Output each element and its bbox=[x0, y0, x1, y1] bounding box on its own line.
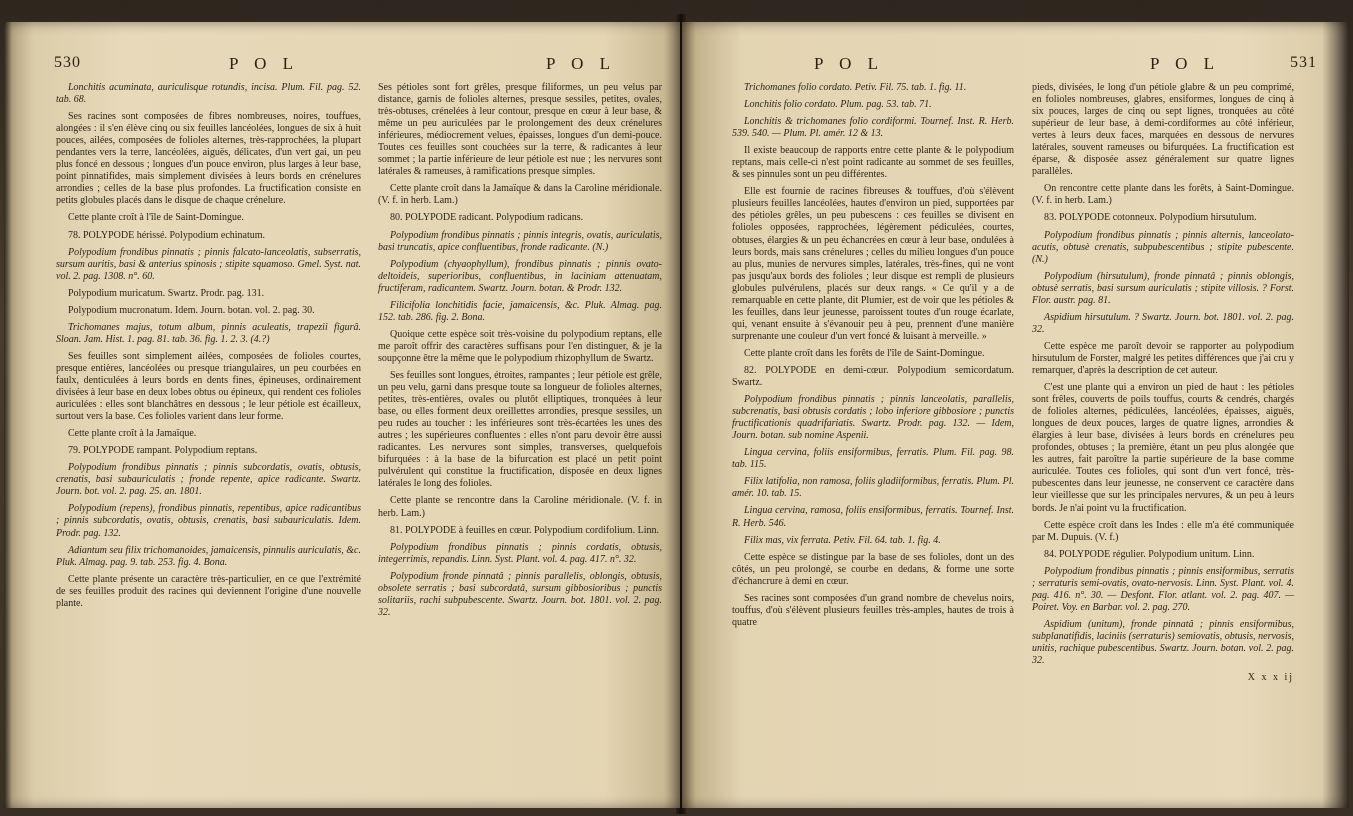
text-paragraph: Ses racines sont composées d'un grand nombre de chevelus noirs, touffus, d'où s'élèvent plusieurs feuilles très-amples, hautes de trois à quatre bbox=[732, 592, 1014, 628]
left-page-column-2 bbox=[378, 82, 662, 624]
text-paragraph: C'est une plante qui a environ un pied de haut : les pétioles sont frêles, couverts de poils touffus, courts & cendrés, chargés de folioles alternes, pédiculées, lancéolées, épaisses, aiguës, longues de deux pouces, larges de quatre lignes, arrondies & élargies à leur base, divisées à leurs bords en crénelures peu profondes, obtuses ; la première, étant un peu plus alongée que les autres, fait paroître la partie supérieure de la base comme auriculée. Toutes ces folioles, qui sont d'un vert foncé, très-pubescentes dans leur jeunesse, ne conservent ce caractère dans leur vieillesse que sur les principales nervures, & un peu à leurs bords. Je n'ai point vu la fructification. bbox=[1032, 382, 1294, 514]
text-paragraph: Cette plante croît dans la Jamaïque & dans la Caroline méridionale. (V. f. in herb. Lam.) bbox=[378, 183, 662, 207]
text-paragraph: Polypodium fronde pinnatâ ; pinnis parallelis, oblongis, obtusis, obsolete serratis ; basi subcordatâ, sursum gibbosioribus ; punctis solitariis, rachi subpubescente. Swartz. Journ. bot. 1801. vol. 2. pag. 32. bbox=[378, 570, 662, 618]
text-paragraph: Cette plante croît à la Jamaïque. bbox=[68, 428, 197, 440]
text-paragraph: Adiantum seu filix trichomanoides, jamaicensis, pinnulis auriculatis, &c. Pluk. Almag. pag. 9. tab. 253. fig. 4. Bona. bbox=[56, 544, 361, 568]
text-paragraph: Lonchitis & trichomanes folio cordiformi. Tournef. Inst. R. Herb. 539. 540. — Plum. Pl. amér. 12 & 13. bbox=[732, 116, 1014, 140]
right-page-column-2 bbox=[1032, 82, 1294, 689]
text-paragraph: Polypodium (chyaophyllum), frondibus pinnatis ; pinnis ovato-deltoideis, superioribus, confluentibus, in laciniam attenuatam, fructiferam, radicantem. Swartz. Journ. botan. & Prodr. 132. bbox=[378, 258, 662, 294]
text-paragraph: Cette plante se rencontre dans la Caroline méridionale. (V. f. in herb. Lam.) bbox=[378, 495, 662, 519]
text-paragraph: Ses feuilles sont longues, étroites, rampantes ; leur pétiole est grêle, un peu velu, garni dans presque toute sa longueur de folioles alternes, petites, très-entières, ovales ou plutôt elliptiques, tronquées à leur base, ou elles forment deux oreillettes arrondies, presque sessiles, un peu rudes au toucher : les inférieures sont très-écartées les unes des autres ; les supérieures confluentes : elles n'ont paru devoir être aussi radicantes. Les nervures sont simples, transverses, quelquefois bifurquées : à la base de la bifurcation est placé un petit point pulvérulent qui constitue la fructification, disposée en deux lignes latérales le long des folioles. bbox=[378, 369, 662, 490]
signature-mark: X x x ij bbox=[1247, 672, 1294, 684]
text-paragraph: Ses racines sont composées de fibres nombreuses, noires, touffues, alongées : il s'en élève cinq ou six feuilles lancéolées, longues de six à huit pouces, ailées, composées de folioles alternes, très-rapprochées, la plupart pendantes vers la terre, lancéolées, aiguës, délicates, d'un vert gai, un peu plus foncé en dessous ; longues d'un pouce environ, plus larges à leur base, point pinnatifides, mais simplement divisées à leurs bords en crénelures arrondies ; celles de la base plus profondes. La fructification consiste en petits globules placés dans le disque de chaque crénelure. bbox=[56, 111, 361, 207]
text-paragraph: Lonchitis folio cordato. Plum. pag. 53. tab. 71. bbox=[744, 99, 932, 111]
species-heading: 84. POLYPODE régulier. Polypodium unitum. Linn. bbox=[1044, 548, 1255, 560]
right-page bbox=[682, 22, 1349, 808]
left-running-head-1: P O L bbox=[229, 54, 299, 73]
text-paragraph: Trichomanes folio cordato. Petiv. Fil. 75. tab. 1. fig. 11. bbox=[744, 82, 967, 93]
text-paragraph: On rencontre cette plante dans les forêts, à Saint-Domingue. (V. f. in herb. Lam.) bbox=[1032, 183, 1294, 207]
text-paragraph: Polypodium mucronatum. Idem. Journ. botan. vol. 2. pag. 30. bbox=[68, 304, 315, 316]
left-page-number: 530 bbox=[54, 54, 81, 71]
text-paragraph: Polypodium frondibus pinnatis ; pinnis falcato-lanceolatis, subserratis, sursum auritis, basi & anterius spinosis ; stipite squamoso. Gmel. Syst. nat. vol. 2. pag. 1308. n°. 60. bbox=[56, 246, 361, 282]
left-running-head-2: P O L bbox=[546, 54, 616, 73]
species-heading: 82. POLYPODE en demi-cœur. Polypodium semicordatum. Swartz. bbox=[732, 364, 1014, 389]
text-paragraph: Filix latifolia, non ramosa, foliis gladiiformibus, ferratis. Plum. Pl. amér. 10. tab. 15. bbox=[732, 476, 1014, 500]
species-heading: 79. POLYPODE rampant. Polypodium reptans. bbox=[68, 445, 258, 457]
text-paragraph: Polypodium frondibus pinnatis ; pinnis subcordatis, ovatis, obtusis, crenatis, basi subauriculatis ; fronde repente, apice radicante. Swartz. Journ. bot. vol. 2. pag. 25. an. 1801. bbox=[56, 462, 361, 498]
text-paragraph: Ses pétioles sont fort grêles, presque filiformes, un peu velus par distance, garnis de folioles alternes, presque sessiles, petites, ovales, très-obtuses, crénelées à leur contour, presque en cœur à leur base, & même un peu auriculées par le prolongement des deux crénelures inférieures, médiocrement velues, épaisses, longues d'un demi-pouce. Toutes ces feuilles sont couchées sur la terre, & radicantes à leur sommet ; la partie inférieure de leur pétiole est nue ; les nervures sont latérales & rameuses, à ramifications presque simples. bbox=[378, 82, 662, 178]
right-page-number: 531 bbox=[1290, 54, 1317, 71]
text-paragraph: Polypodium (hirsutulum), fronde pinnatâ ; pinnis oblongis, obtusè serratis, basi sursum auriculatis ; stipite villosis. ? Forst. Flor. austr. pag. 81. bbox=[1032, 270, 1294, 306]
species-heading: 80. POLYPODE radicant. Polypodium radicans. bbox=[390, 212, 584, 224]
text-paragraph: Il existe beaucoup de rapports entre cette plante & le polypodium reptans, mais celle-ci n'est point radicante au sommet de ses feuilles, & ses pinnules sont un peu différentes. bbox=[732, 145, 1014, 181]
text-paragraph: Lingua cervina, foliis ensiformibus, ferratis. Plum. Fil. pag. 98. tab. 115. bbox=[732, 447, 1014, 471]
text-paragraph: Polypodium frondibus pinnatis ; pinnis lanceolatis, parallelis, subcrenatis, basi obtusis cordatis ; lobo inferiore gibbosiore ; punctis fructificationis quadrifariatis. Swartz. Prodr. pag. 132. — Idem, Journ. botan. sub nomine Aspenii. bbox=[732, 394, 1014, 442]
text-paragraph: Aspidium hirsutulum. ? Swartz. Journ. bot. 1801. vol. 2. pag. 32. bbox=[1032, 311, 1294, 335]
text-paragraph: Cette plante croît dans les forêts de l'île de Saint-Domingue. bbox=[744, 347, 985, 359]
text-paragraph: Cette plante croît à l'île de Saint-Domingue. bbox=[68, 212, 244, 224]
text-paragraph: Polypodium frondibus pinnatis ; pinnis alternis, lanceolato-acutis, obtusè crenatis, subpubescentibus ; stipite pubescente. (N.) bbox=[1032, 229, 1294, 265]
text-paragraph: Filicifolia lonchitidis facie, jamaicensis, &c. Pluk. Almag. pag. 152. tab. 286. fig. 2. Bona. bbox=[378, 299, 662, 323]
text-paragraph: Elle est fournie de racines fibreuses & touffues, d'où s'élèvent plusieurs feuilles lancéolées, hautes d'environ un pied, supportées par des pétioles grêles, un peu pubescens : ces feuilles se divisent en folioles opposées, rapprochées, légèrement pédiculées, courtes, obtuses, élargies & un peu échancrées en cœur à leur base, ondulées à leurs bords, mais sans crénelures ; celles du milieu longues d'un pouce au plus, munies de nervures simples, latérales, très-fines, qui ne vont pas jusqu'aux bords des folioles ; leur disque est rempli de plusieurs globules pulvérulens, placés sur deux rangs. « Ce qu'il y a de remarquable en cette plante, dit Plumier, est de voir que les pétioles & les feuilles, dans leur jeunesse, paroissent toutes d'un rouge écarlate, qui, venant ensuite à s'évanouir peu à peu, prennent d'une manière surprenante une couleur d'un vert foncé & luisant à merveille. » bbox=[732, 186, 1014, 342]
text-paragraph: Trichomanes majus, totum album, pinnis aculeatis, trapezii figurâ. Sloan. Jam. Hist. 1. pag. 81. tab. 36. fig. 1. 2. 3. (4.?) bbox=[56, 321, 361, 345]
right-page-column-1 bbox=[732, 82, 1014, 634]
left-page-column-1 bbox=[56, 82, 361, 615]
text-paragraph: Polypodium frondibus pinnatis ; pinnis cordatis, obtusis, integerrimis, repandis. Linn. Syst. Plant. vol. 4. pag. 417. n°. 32. bbox=[378, 541, 662, 565]
text-paragraph: Lingua cervina, ramosa, foliis ensiformibus, ferratis. Tournef. Inst. R. Herb. 546. bbox=[732, 505, 1014, 529]
species-heading: 83. POLYPODE cotonneux. Polypodium hirsutulum. bbox=[1044, 212, 1257, 224]
text-paragraph: Cette espèce croît dans les Indes : elle m'a été communiquée par M. Dupuis. (V. f.) bbox=[1032, 519, 1294, 543]
text-paragraph: Polypodium muricatum. Swartz. Prodr. pag. 131. bbox=[68, 287, 265, 299]
text-paragraph: Polypodium frondibus pinnatis ; pinnis ensiformibus, serratis ; serraturis semi-ovatis, ovato-nervosis. Linn. Syst. Plant. vol. 4. pag. 416. n°. 30. — Desfont. Flor. atlant. vol. 2. pag. 407. — Poiret. Voy. en Barbar. vol. 2. pag. 270. bbox=[1032, 565, 1294, 613]
text-paragraph: Quoique cette espèce soit très-voisine du polypodium reptans, elle me paroît offrir des caractères suffisans pour l'en distinguer, & je la soupçonne être la même que le polypodium rhizophyllum de Swartz. bbox=[378, 328, 662, 364]
species-heading: 81. POLYPODE à feuilles en cœur. Polypodium cordifolium. Linn. bbox=[390, 524, 659, 536]
right-running-head-2: P O L bbox=[1150, 54, 1220, 73]
text-paragraph: Ses feuilles sont simplement ailées, composées de folioles courtes, presque entières, lancéolées ou presque triangulaires, un peu courbées en faulx, denticulées à leurs bords en dents fines, épineuses, ordinairement divisées à leur base en deux lobes obtus ou épineux, qui rendent ces folioles auriculées : elles sont blanchâtres en dessous ; le leur pétiole est écailleux, surtout vers la base. Ces folioles varient dans leur forme. bbox=[56, 350, 361, 423]
text-paragraph: Polypodium (repens), frondibus pinnatis, repentibus, apice radicantibus ; pinnis subcordatis, ovatis, obtusis, crenatis, basi subauriculatis. Idem. Prodr. pag. 132. bbox=[56, 503, 361, 539]
text-paragraph: pieds, divisées, le long d'un pétiole glabre & un peu comprimé, en folioles nombreuses, glabres, ensiformes, longues de cinq à six pouces, larges de cinq ou sept lignes, tronquées au côté supérieur de leur base, à demi-cordiformes au côté inférieur, vertes à leurs deux faces, marquées en dessous de nervures latérales, souvent rameuses ou bifurquées. La fructification est éparse, & disposée assez généralement sur quatre lignes parallèles. bbox=[1032, 82, 1294, 178]
species-heading: 78. POLYPODE hérissé. Polypodium echinatum. bbox=[68, 229, 266, 241]
text-paragraph: Lonchitis acuminata, auriculisque rotundis, incisa. Plum. Fil. pag. 52. tab. 68. bbox=[56, 82, 361, 106]
text-paragraph: Aspidium (unitum), fronde pinnatâ ; pinnis ensiformibus, subplanatifidis, laciniis (serraturis) semiovatis, obtusis, nervosis, unitis, rachique pubescentibus. Swartz. Journ. botan. vol. 2. pag. 32. bbox=[1032, 618, 1294, 667]
right-running-head-1: P O L bbox=[814, 54, 884, 73]
text-paragraph: Cette espèce me paroît devoir se rapporter au polypodium hirsutulum de Forster, malgré les petites différences que j'ai cru y remarquer, d'après la description de cet auteur. bbox=[1032, 340, 1294, 376]
text-paragraph: Polypodium frondibus pinnatis ; pinnis integris, ovatis, auriculatis, basi truncatis, apice confluentibus, fronde radicante. (N.) bbox=[378, 229, 662, 253]
text-paragraph: Cette espèce se distingue par la base de ses folioles, dont un des côtés, un peu prolongé, se courbe en dedans, & forme une sorte d'échancrure à demi en cœur. bbox=[732, 551, 1014, 587]
text-paragraph: Cette plante présente un caractère très-particulier, en ce que l'extrémité de ses feuilles produit des racines qui deviennent l'origine d'une nouvelle plante. bbox=[56, 573, 361, 609]
text-paragraph: Filix mas, vix ferrata. Petiv. Fil. 64. tab. 1. fig. 4. bbox=[744, 534, 941, 546]
left-page bbox=[4, 22, 680, 808]
